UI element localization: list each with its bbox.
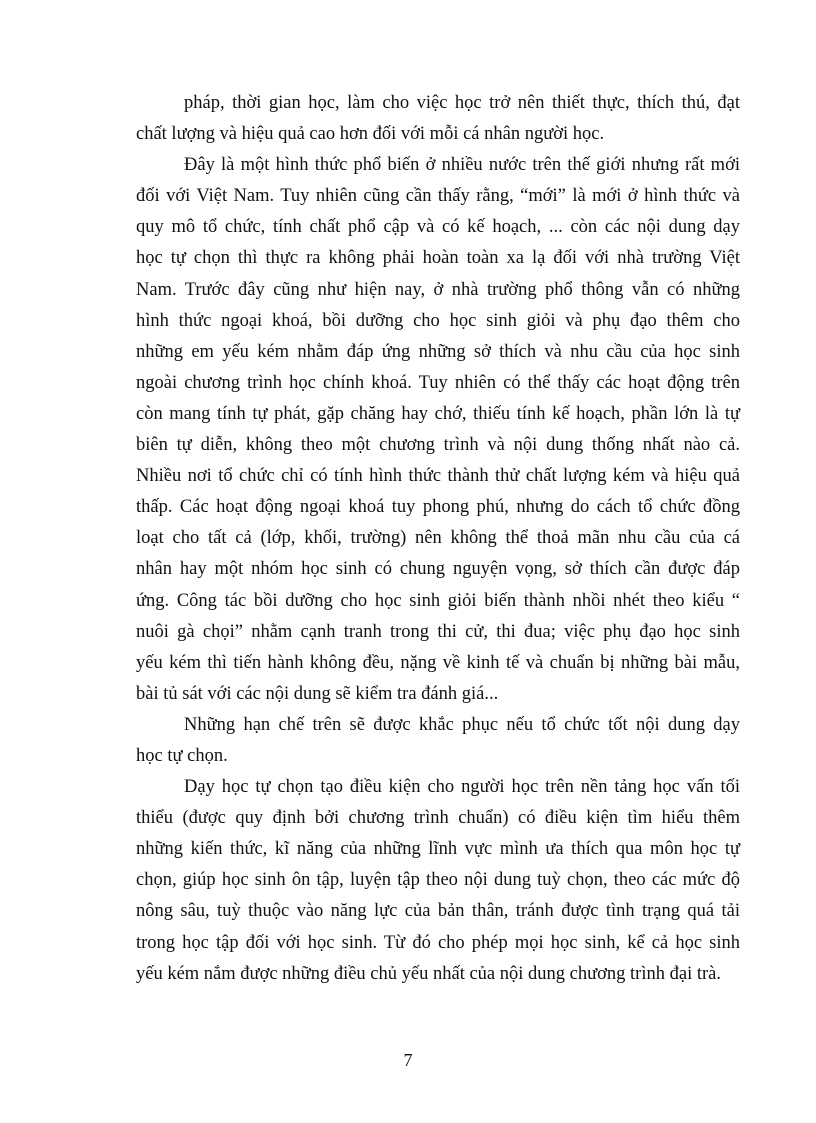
text-line: nuôi gà chọi” nhằm cạnh tranh trong thi cử, thi đua; việc phụ đạo học sinh (136, 621, 740, 642)
text-line: pháp, thời gian học, làm cho việc học trở nên thiết thực, thích thú, đạt (184, 93, 740, 113)
text-line: đối với Việt Nam. Tuy nhiên cũng cần thấy rằng, “mới” là mới ở hình thức và (136, 186, 740, 207)
text-line: thấp. Các hoạt động ngoại khoá tuy phong phú, nhưng do cách tổ chức đồng (136, 497, 740, 518)
text-line: nông sâu, tuỳ thuộc vào năng lực của bản thân, tránh được tình trạng quá tải (136, 901, 740, 922)
text-line: ngoài chương trình học chính khoá. Tuy nhiên có thể thấy các hoạt động trên (136, 372, 740, 393)
text-line: yếu kém nắm được những điều chủ yếu nhất của nội dung chương trình đại trà. (136, 963, 721, 984)
text-line: học tự chọn thì thực ra không phải hoàn toàn xa lạ đối với nhà trường Việt (136, 248, 740, 269)
text-line: yếu kém thì tiến hành không đều, nặng về kinh tế và chuẩn bị những bài mẫu, (136, 652, 740, 673)
text-line: chọn, giúp học sinh ôn tập, luyện tập theo nội dung tuỳ chọn, theo các mức độ (136, 870, 740, 891)
text-line: trong học tập đối với học sinh. Từ đó cho phép mọi học sinh, kể cả học sinh (136, 932, 740, 953)
page-number: 7 (403, 1050, 413, 1070)
text-line: nhân hay một nhóm học sinh có chung nguyện vọng, sở thích cần được đáp (136, 559, 740, 580)
text-line: còn mang tính tự phát, gặp chăng hay chớ, thiếu tính kế hoạch, phần lớn là tự (136, 403, 740, 424)
paragraph-4 (136, 772, 740, 990)
paragraph-2 (136, 150, 740, 710)
text-line: Nhiều nơi tổ chức chỉ có tính hình thức thành thử chất lượng kém và hiệu quả (136, 466, 740, 487)
text-line: Những hạn chế trên sẽ được khắc phục nếu tổ chức tốt nội dung dạy (184, 714, 740, 735)
text-line: bài tủ sát với các nội dung sẽ kiểm tra đánh giá... (136, 683, 499, 704)
text-line: thiểu (được quy định bởi chương trình chuẩn) có điều kiện tìm hiểu thêm (136, 808, 740, 829)
text-line: hình thức ngoại khoá, bồi dưỡng cho học sinh giỏi và phụ đạo thêm cho (136, 310, 740, 331)
text-line: học tự chọn. (136, 745, 228, 766)
text-line: ứng. Công tác bồi dưỡng cho học sinh giỏi biến thành nhồi nhét theo kiểu “ (136, 590, 740, 611)
text-line: Nam. Trước đây cũng như hiện nay, ở nhà trường phổ thông vẫn có những (136, 279, 740, 300)
paragraph-3 (136, 710, 740, 772)
document-body (136, 88, 740, 990)
text-line: quy mô tổ chức, tính chất phổ cập và có kế hoạch, ... còn các nội dung dạy (136, 217, 740, 238)
text-line: biên tự diễn, không theo một chương trình và nội dung thống nhất nào cả. (136, 435, 740, 456)
text-line: chất lượng và hiệu quả cao hơn đối với mỗi cá nhân người học. (136, 124, 605, 145)
text-line: Dạy học tự chọn tạo điều kiện cho người học trên nền tảng học vấn tối (184, 777, 740, 798)
paragraph-1 (136, 88, 740, 150)
text-line: loạt cho tất cả (lớp, khối, trường) nên không thể thoả mãn nhu cầu của cá (136, 528, 740, 549)
text-line: những em yếu kém nhằm đáp ứng những sở thích và nhu cầu của học sinh (136, 341, 740, 362)
text-line: những kiến thức, kĩ năng của những lĩnh vực mình ưa thích qua môn học tự (136, 839, 740, 860)
text-line: Đây là một hình thức phổ biến ở nhiều nước trên thế giới nhưng rất mới (184, 155, 740, 176)
